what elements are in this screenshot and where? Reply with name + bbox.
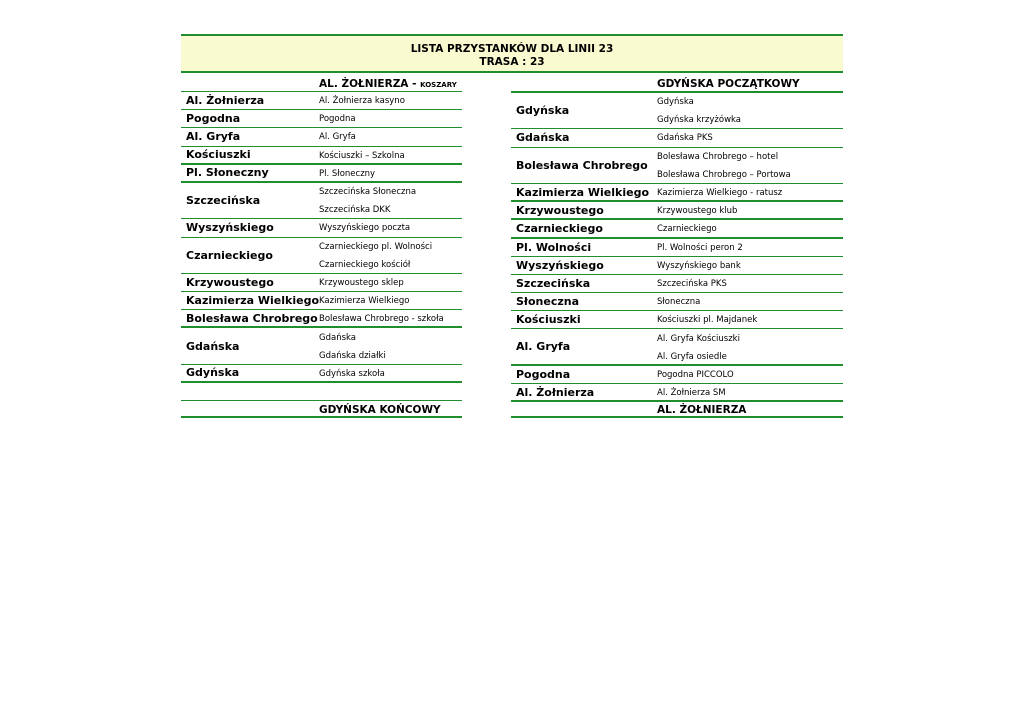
- stop-group-name: Kazimierza Wielkiego: [186, 294, 320, 308]
- stop-list: [319, 365, 462, 381]
- stop-name: Al. Gryfa: [319, 132, 356, 143]
- stop-group-name: Al. Gryfa: [186, 130, 241, 144]
- stop-group-name: Al. Gryfa: [516, 340, 571, 354]
- stop-name: Czarnieckiego pl. Wolności: [319, 241, 433, 252]
- stop-group: [511, 366, 843, 384]
- stop-name: Wyszyńskiego bank: [657, 260, 741, 271]
- stop-list: [657, 293, 843, 310]
- stop-group-name: Bolesława Chrobrego: [186, 311, 318, 325]
- stop-group: [181, 292, 462, 310]
- stop-group-name: Wyszyńskiego: [516, 258, 604, 272]
- stop-group: [181, 165, 462, 183]
- stop-name: Pl. Wolności peron 2: [657, 242, 743, 253]
- stop-list: [657, 202, 843, 218]
- right-start-header: [511, 73, 843, 93]
- stop-name: Pogodna PICCOLO: [657, 369, 734, 380]
- stop-name: Wyszyńskiego poczta: [319, 223, 411, 234]
- stop-list: [657, 129, 843, 146]
- stop-name: Bolesława Chrobrego – hotel: [657, 151, 779, 162]
- stop-group: [511, 184, 843, 202]
- stop-name: Gdyńska: [657, 97, 694, 108]
- stop-name: Szczecińska Słoneczna: [319, 187, 417, 198]
- stop-group: [511, 93, 843, 129]
- stop-group-name: Gdańska: [186, 339, 240, 353]
- stop-list: [319, 128, 462, 145]
- left-start-small: KOSZARY: [420, 81, 457, 89]
- stop-name: Bolesława Chrobrego - szkoła: [319, 314, 444, 325]
- left-end-footer: [181, 400, 462, 418]
- stop-group-name: Czarnieckiego: [186, 248, 273, 262]
- stop-list: [319, 165, 462, 181]
- document-title: [181, 34, 843, 73]
- stop-list: [319, 183, 462, 218]
- stop-name: Szczecińska DKK: [319, 205, 391, 216]
- stop-list: [319, 292, 462, 309]
- stop-group: [181, 328, 462, 364]
- stop-group: [181, 238, 462, 274]
- stop-name: Kościuszki – Szkolna: [319, 150, 405, 161]
- stop-group: [181, 310, 462, 328]
- left-start-label: [319, 78, 457, 90]
- right-route-column: [511, 73, 843, 402]
- stop-list: [657, 311, 843, 328]
- stop-group-name: Bolesława Chrobrego: [516, 158, 648, 172]
- title-line-2: TRASA : 23: [479, 56, 545, 68]
- stop-name: Gdyńska szkoła: [319, 368, 385, 379]
- stop-group: [511, 148, 843, 184]
- stop-group: [181, 92, 462, 110]
- stop-name: Pl. Słoneczny: [319, 168, 376, 179]
- stop-group-name: Gdańska: [516, 131, 570, 145]
- stop-name: Słoneczna: [657, 297, 701, 308]
- stop-list: [319, 274, 462, 291]
- right-end-footer: [511, 400, 843, 418]
- stop-group: [511, 202, 843, 220]
- stop-group: [511, 257, 843, 275]
- stop-name: Al. Gryfa osiedle: [657, 351, 727, 362]
- stop-group-name: Słoneczna: [516, 295, 580, 309]
- stop-name: Pogodna: [319, 114, 356, 125]
- stop-list: [657, 239, 843, 256]
- stop-name: Bolesława Chrobrego – Portowa: [657, 169, 791, 180]
- stop-name: Gdańska PKS: [657, 133, 713, 144]
- stop-list: [319, 310, 462, 326]
- stop-group-name: Wyszyńskiego: [186, 221, 274, 235]
- stop-list: [319, 328, 462, 363]
- stop-group: [511, 329, 843, 365]
- stop-list: [319, 238, 462, 273]
- stop-name: Al. Żołnierza SM: [657, 388, 726, 399]
- stop-name: Krzywoustego sklep: [319, 278, 404, 288]
- left-start-header: [181, 73, 462, 92]
- stop-list: [657, 275, 843, 292]
- stop-group: [181, 219, 462, 237]
- stop-group-name: Szczecińska: [516, 277, 591, 290]
- left-end-label: GDYŃSKA KOŃCOWY: [319, 404, 441, 416]
- stop-group: [511, 129, 843, 147]
- stop-list: [657, 148, 843, 183]
- stop-group-name: Krzywoustego: [186, 276, 274, 289]
- stop-group: [181, 365, 462, 383]
- stop-name: Czarnieckiego kościół: [319, 259, 411, 270]
- stop-group-name: Pl. Wolności: [516, 240, 592, 254]
- stop-name: Gdańska: [319, 332, 356, 343]
- stop-list: [657, 220, 843, 236]
- stop-group: [511, 311, 843, 329]
- stop-list: [657, 184, 843, 200]
- stop-group: [511, 275, 843, 293]
- stop-name: Czarnieckiego: [657, 224, 717, 235]
- stop-group: [181, 274, 462, 292]
- stop-group-name: Krzywoustego: [516, 203, 604, 217]
- stop-list: [319, 110, 462, 127]
- stop-name: Kościuszki pl. Majdanek: [657, 315, 758, 326]
- stop-name: Szczecińska PKS: [657, 279, 727, 289]
- right-stop-groups: [511, 93, 843, 402]
- title-line-1: LISTA PRZYSTANKÓW DLA LINII 23: [410, 43, 614, 55]
- stop-group: [181, 128, 462, 146]
- right-start-label: GDYŃSKA POCZĄTKOWY: [657, 78, 800, 90]
- stop-group-name: Pl. Słoneczny: [186, 166, 269, 180]
- stop-group: [181, 110, 462, 128]
- stop-list: [319, 147, 462, 163]
- stop-group-name: Al. Żołnierza: [516, 386, 595, 400]
- stop-group-name: Kościuszki: [186, 148, 251, 162]
- stop-group: [511, 220, 843, 238]
- stop-group-name: Szczecińska: [186, 194, 261, 208]
- stop-list: [657, 257, 843, 274]
- stop-group-name: Al. Żołnierza: [186, 94, 265, 108]
- stop-name: Kazimierza Wielkiego - ratusz: [657, 188, 783, 199]
- stop-name: Al. Żołnierza kasyno: [319, 96, 405, 107]
- stop-group-name: Pogodna: [516, 367, 571, 381]
- stop-list: [319, 92, 462, 109]
- stop-group-name: Pogodna: [186, 112, 241, 126]
- stop-name: Gdyńska krzyżówka: [657, 115, 742, 126]
- right-end-label: AL. ŻOŁNIERZA: [657, 404, 747, 416]
- left-route-column: [181, 73, 462, 383]
- stop-list: [657, 329, 843, 363]
- stop-group: [181, 183, 462, 219]
- stop-list: [319, 219, 462, 236]
- stop-list: [657, 384, 843, 401]
- stop-group: [181, 147, 462, 165]
- stop-name: Al. Gryfa Kościuszki: [657, 333, 740, 344]
- stop-name: Krzywoustego klub: [657, 206, 738, 217]
- left-stop-groups: [181, 92, 462, 383]
- stop-group: [511, 293, 843, 311]
- stop-group-name: Gdyńska: [186, 366, 240, 380]
- stop-name: Kazimierza Wielkiego: [319, 296, 410, 307]
- stop-name: Gdańska działki: [319, 350, 386, 361]
- left-start-main: AL. ŻOŁNIERZA -: [319, 78, 421, 90]
- stop-group: [511, 239, 843, 257]
- stop-group-name: Kościuszki: [516, 313, 581, 327]
- stop-group-name: Czarnieckiego: [516, 221, 603, 235]
- stop-list: [657, 93, 843, 128]
- stop-list: [657, 366, 843, 383]
- stop-group-name: Gdyńska: [516, 104, 570, 118]
- stop-group-name: Kazimierza Wielkiego: [516, 185, 650, 199]
